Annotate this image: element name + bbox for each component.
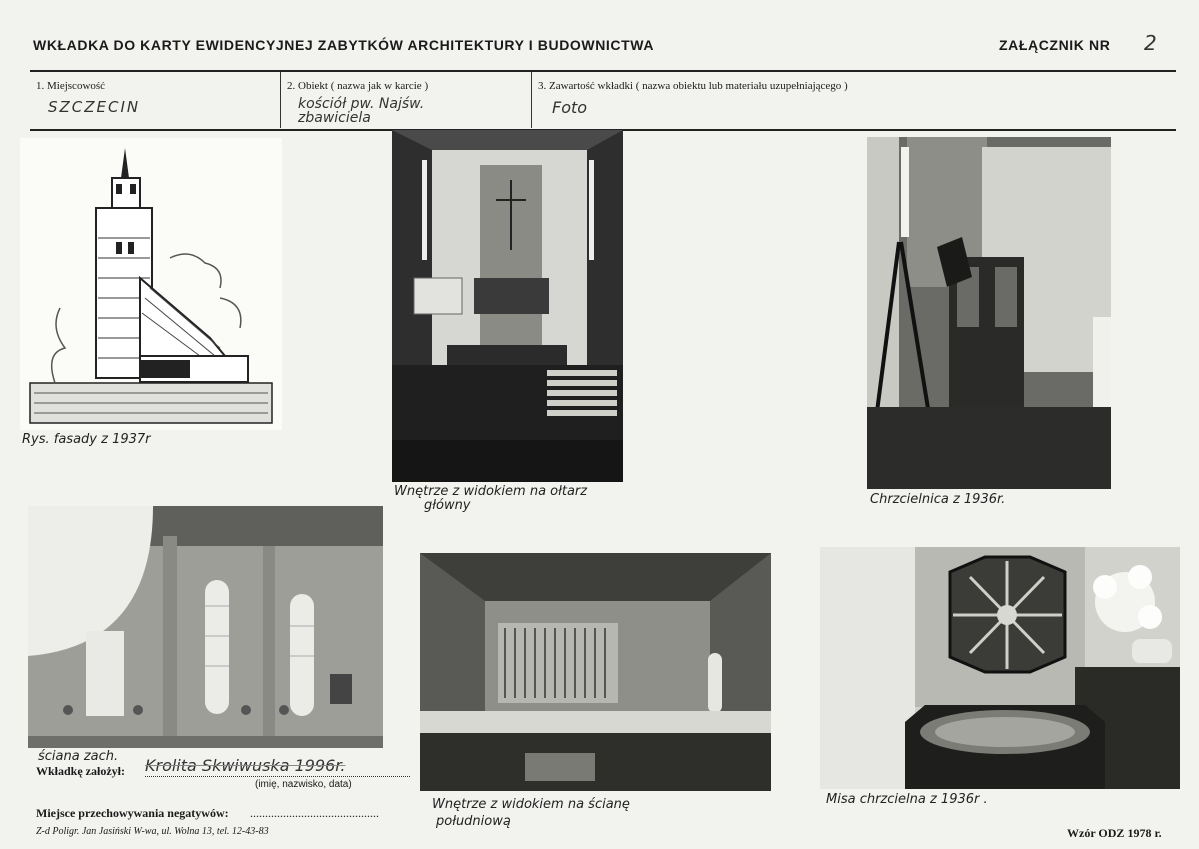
object-value-line1: kościół pw. Najśw. (298, 96, 425, 112)
negatives-dots: ........................................... (250, 806, 379, 820)
interior-altar-photo (392, 130, 623, 482)
created-by-label: Wkładkę założył: (36, 764, 125, 778)
west-wall-photo (28, 506, 383, 748)
field-divider (531, 72, 532, 128)
south-wall-caption-line1: Wnętrze z widokiem na ścianę (432, 797, 630, 812)
facade-caption: Rys. fasady z 1937r (22, 432, 151, 447)
interior-altar-caption-line2: główny (424, 498, 471, 513)
form-id: Wzór ODZ 1978 r. (1067, 826, 1162, 840)
printer-info: Z-d Poligr. Jan Jasiński W-wa, ul. Wolna 13, tel. 12-43-83 (36, 826, 269, 837)
attachment-number: 2 (1144, 31, 1157, 55)
object-label: 2. Obiekt ( nazwa jak w karcie ) (287, 80, 429, 92)
created-by-line (145, 776, 410, 777)
created-by-hint: (imię, nazwisko, data) (255, 779, 352, 790)
object-value-line2: zbawiciela (298, 110, 371, 126)
south-wall-photo (420, 553, 771, 791)
basin-caption: Misa chrzcielna z 1936r . (826, 792, 988, 807)
attachment-label: ZAŁĄCZNIK NR (999, 37, 1111, 53)
field-divider (280, 72, 281, 128)
created-by-value: Krolita Skwiwuska 1996r. (145, 756, 346, 775)
fields-row (30, 72, 1176, 130)
baptismal-basin-photo (820, 547, 1180, 789)
interior-altar-caption-line1: Wnętrze z widokiem na ołtarz (394, 484, 588, 499)
font-caption: Chrzcielnica z 1936r. (870, 492, 1006, 507)
south-wall-caption-line2: południową (436, 814, 511, 829)
contents-value: Foto (552, 98, 588, 117)
form-title: WKŁADKA DO KARTY EWIDENCYJNEJ ZABYTKÓW ARCHITEKTURY I BUDOWNICTWA (33, 37, 655, 53)
facade-drawing (20, 138, 282, 430)
baptismal-font-photo (867, 137, 1111, 489)
locality-value: SZCZECIN (48, 98, 141, 116)
contents-label: 3. Zawartość wkładki ( nazwa obiektu lub materiału uzupełniającego ) (538, 80, 848, 92)
locality-label: 1. Miejscowość (36, 80, 106, 92)
west-wall-caption: ściana zach. (38, 749, 119, 764)
negatives-label: Miejsce przechowywania negatywów: (36, 806, 229, 820)
